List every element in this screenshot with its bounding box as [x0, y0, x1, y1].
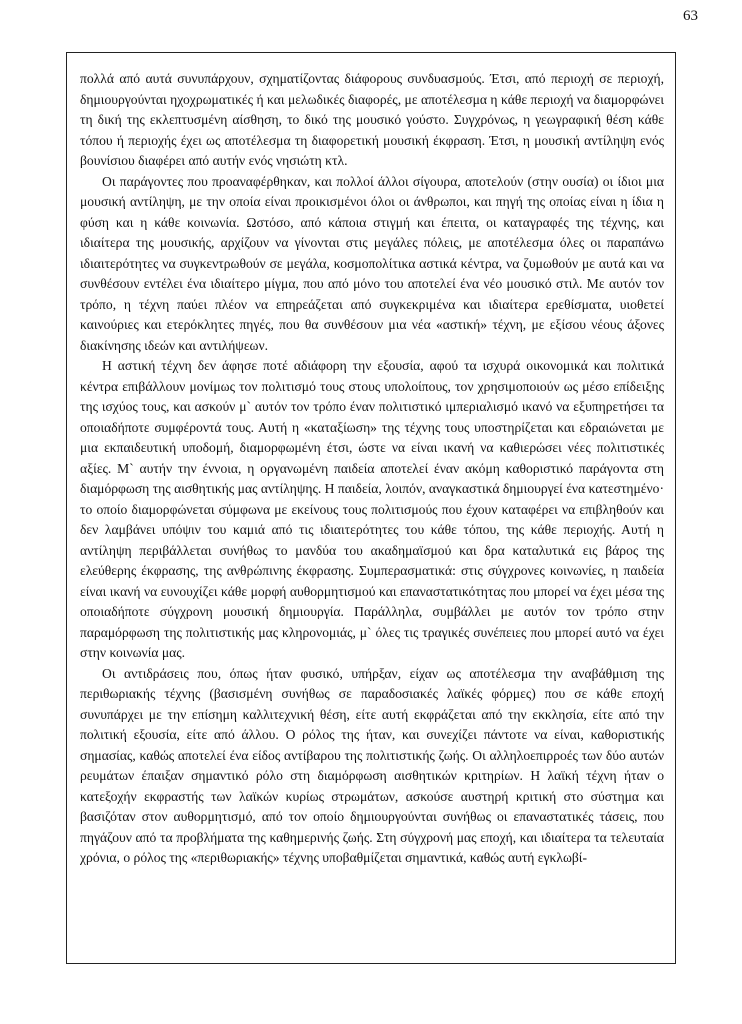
- paragraph-1: πολλά από αυτά συνυπάρχουν, σχηματίζοντας διάφορους συνδυασμούς. Έτσι, από περιοχή σε περιοχή, δημιουργούνται ηχοχρωματικές ή και μελωδικές διαφορές, με αποτέλεσμα η κάθε περιοχή να διαμορφώνει τη δική της εκλεπτυσμένη αίσθηση, το δικό της μουσικό γούστο. Συγχρόνως, η γεωγραφική θέση κάθε τόπου ή περιοχής έχει ως αποτέλεσμα τη διαφορετική μουσική έκφραση. Έτσι, η μουσική αντίληψη ενός βουνίσιου διαφέρει από αυτήν ενός νησιώτη κτλ.: [80, 71, 664, 168]
- body-text: [80, 69, 664, 869]
- paragraph-3: Η αστική τέχνη δεν άφησε ποτέ αδιάφορη την εξουσία, αφού τα ισχυρά οικονομικά και πολιτικά κέντρα επιβάλλουν μονίμως τον πολιτισμό τους στους υπολοίπους, τον χρησιμοποιούν ως μέσο επίδειξης της ισχύος τους, και ασκούν μ` αυτόν τον τρόπο έναν πολιτιστικό ιμπεριαλισμό ικανό να εξυπηρετήσει τα οποιαδήποτε συμφέροντά τους. Αυτή η «καταξίωση» της τέχνης τους υποστηρίζεται και εδραιώνεται με μια εκπαιδευτική υποδομή, διαμορφωμένη έτσι, ώστε να είναι ικανή να καθιερώσει νέες πολιτιστικές αξίες. Μ` αυτήν την έννοια, η οργανωμένη παιδεία αποτελεί έναν ακόμη καθοριστικό παράγοντα στη διαμόρφωση της αισθητικής μας αντίληψης. Η παιδεία, λοιπόν, αναγκαστικά δημιουργεί ένα κατεστημένο· το οποίο διαμορφώνεται σύμφωνα με εκείνους τους πολιτισμούς που έχουν καταφέρει να επιβληθούν και δεν λαμβάνει υπόψιν του καμιά από τις ιδιαιτερότητες του κάθε τόπου, της κάθε περιοχής. Αυτή η αντίληψη περιβάλλεται συνήθως το μανδύα του ακαδημαϊσμού και δρα καταλυτικά εις βάρος της ελεύθερης έκφρασης, της ανθρώπινης έκφρασης. Συμπερασματικά: στις σύγχρονες κοινωνίες, η παιδεία είναι ικανή να ευνουχίζει κάθε μορφή αυθορμητισμού και επαναστατικότητας που μπορεί να έχει μέσα της οποιαδήποτε σύγχρονη μουσική δημιουργία. Παράλληλα, συμβάλλει με αυτόν τον τρόπο στην παραμόρφωση της πολιτιστικής μας κληρονομιάς, μ` όλες τις τραγικές συνέπειες που μπορεί αυτό να έχει στην κοινωνία μας.: [80, 358, 664, 660]
- paragraph-2: Οι παράγοντες που προαναφέρθηκαν, και πολλοί άλλοι σίγουρα, αποτελούν (στην ουσία) οι ίδιοι μια μουσική αντίληψη, με την οποία είναι προικισμένοι όλοι οι άνθρωποι, και πηγή της οποίας είναι η ίδια η φύση και η κάθε κοινωνία. Ωστόσο, από κάποια στιγμή και έπειτα, οι καταγραφές της τέχνης, και ιδιαίτερα της μουσικής, αρχίζουν να γίνονται στις μεγάλες πόλεις, με αποτέλεσμα όλες οι παραπάνω ιδιαιτερότητες να συγκεντρωθούν σε μεγάλα, κοσμοπολίτικα αστικά κέντρα, να ζυμωθούν με αυτά και να συνθέσουν εντέλει ένα ιδιαίτερο μίγμα, που από μόνο του αποτελεί ένα νέο μουσικό στιλ. Με αυτόν τον τρόπο, η τέχνη παύει πλέον να επηρεάζεται από συγκεκριμένα και ιδιαίτερα ερεθίσματα, υιοθετεί καινούριες και ετερόκλητες πηγές, που θα συνθέσουν μια νέα «αστική» τέχνη, με εξίσου νέους άξονες διακίνησης ιδεών και αντιλήψεων.: [80, 173, 664, 353]
- page-number: 63: [683, 8, 698, 24]
- paragraph-4: Οι αντιδράσεις που, όπως ήταν φυσικό, υπήρξαν, είχαν ως αποτέλεσμα την αναβάθμιση της περιθωριακής τέχνης (βασισμένη συνήθως σε παραδοσιακές λαϊκές φόρμες) που σε κάθε εποχή συνυπάρχει με την επίσημη καλλιτεχνική θέση, είτε αυτή εκφράζεται από την εκκλησία, είτε από την πολιτική εξουσία, είτε από άλλου. Ο ρόλος της ήταν, και συνεχίζει πάντοτε να είναι, καθοριστικής σημασίας, καθώς αποτελεί ένα είδος αντίβαρου της πολιτιστικής ζωής. Οι αλληλοεπιρροές των δύο αυτών ρευμάτων έπαιξαν σημαντικό ρόλο στη διαμόρφωση αισθητικών κριτηρίων. Η λαϊκή τέχνη ήταν ο κατεξοχήν εκφραστής των λαϊκών κυρίως στρωμάτων, ασκούσε αυστηρή κριτική στο σύστημα και βασιζόταν στον αυθορμητισμό, από τον οποίο δημιουργούνται συνήθως οι επαναστατικές τάσεις, που πηγάζουν από τα προβλήματα της καθημερινής ζωής. Στη σύγχρονή μας εποχή, και ιδιαίτερα τα τελευταία χρόνια, ο ρόλος της «περιθωριακής» τέχνης υποβαθμίζεται σημαντικά, καθώς αυτή εγκλωβί-: [80, 665, 664, 865]
